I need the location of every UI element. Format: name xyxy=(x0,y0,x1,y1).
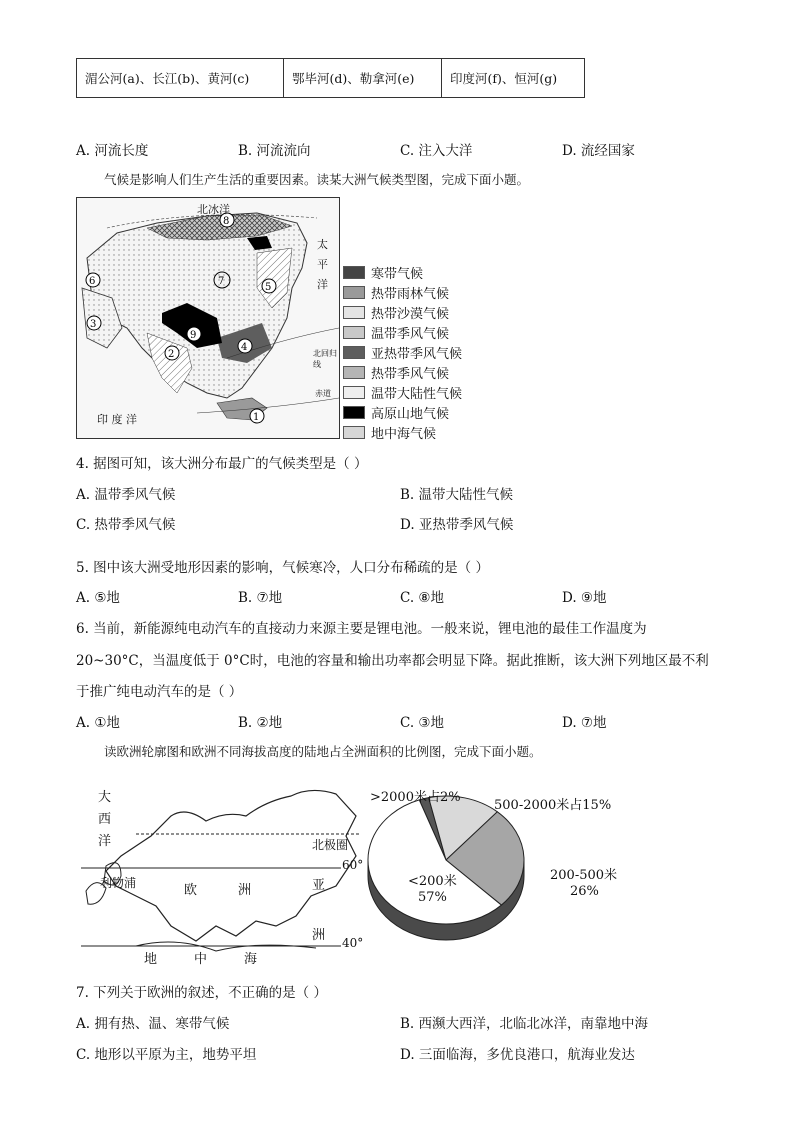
legend-item xyxy=(343,263,423,281)
q7-option-c: C. 地形以平原为主，地势平坦 xyxy=(76,1047,257,1063)
elevation-pie-chart xyxy=(366,780,636,970)
label-med-3: 海 xyxy=(244,952,258,967)
svg-text:2: 2 xyxy=(168,349,175,360)
legend-label: 地中海气候 xyxy=(371,426,437,442)
legend-swatch xyxy=(343,346,365,359)
intro-climate: 气候是影响人们生产生活的重要因素。读某大洲气候类型图，完成下面小题。 xyxy=(104,172,530,187)
q4-option-b: B. 温带大陆性气候 xyxy=(400,487,514,503)
table-cell-3: 印度河(f)、恒河(g) xyxy=(441,58,585,98)
label-atlantic-3: 洋 xyxy=(98,834,112,849)
q7-option-b: B. 西濒大西洋，北临北冰洋，南靠地中海 xyxy=(400,1016,649,1032)
label-atlantic-2: 西 xyxy=(98,812,112,827)
q3-option-b: B. 河流流向 xyxy=(238,143,311,159)
label-liverpool: 利物浦 xyxy=(100,876,137,890)
q3-option-c: C. 注入大洋 xyxy=(400,143,473,159)
q5-option-d: D. ⑨地 xyxy=(562,590,607,606)
legend-item xyxy=(343,423,436,441)
q6-option-a: A. ①地 xyxy=(76,715,120,731)
table-cell-1: 湄公河(a)、长江(b)、黄河(c) xyxy=(76,58,284,98)
label-pacific-2: 平 xyxy=(317,258,328,271)
legend-item xyxy=(343,283,449,301)
legend-swatch xyxy=(343,386,365,399)
svg-text:5: 5 xyxy=(265,282,272,293)
legend-item xyxy=(343,363,449,381)
legend-label: 热带沙漠气候 xyxy=(371,306,450,322)
legend-item xyxy=(343,383,462,401)
q5-option-b: B. ⑦地 xyxy=(238,590,283,606)
legend-swatch xyxy=(343,426,365,439)
legend-item xyxy=(343,343,462,361)
label-europe-1: 欧 xyxy=(184,883,198,898)
asia-climate-map xyxy=(76,197,340,439)
svg-text:3: 3 xyxy=(90,319,97,330)
svg-text:9: 9 xyxy=(190,330,197,341)
q7-option-a: A. 拥有热、温、寒带气候 xyxy=(76,1016,230,1032)
legend-swatch xyxy=(343,306,365,319)
europe-map xyxy=(76,776,376,971)
legend-swatch xyxy=(343,366,365,379)
table-cell-2: 鄂毕河(d)、勒拿河(e) xyxy=(283,58,442,98)
legend-label: 热带雨林气候 xyxy=(371,286,450,302)
legend-label: 高原山地气候 xyxy=(371,406,450,422)
label-pacific-3: 洋 xyxy=(317,278,328,291)
legend-swatch xyxy=(343,406,365,419)
pie-label-500-2000: 500-2000米占15% xyxy=(494,798,612,813)
q5-option-a: A. ⑤地 xyxy=(76,590,120,606)
q3-option-a: A. 河流长度 xyxy=(76,143,149,159)
pie-value-200-500: 26% xyxy=(570,884,599,899)
svg-text:6: 6 xyxy=(89,276,96,287)
q6-line2: 20~30°C，当温度低于 0°C时，电池的容量和输出功率都会明显下降。据此推断，该大洲下列地区最不利 xyxy=(76,653,709,669)
label-equator: 赤道 xyxy=(315,389,331,398)
asia-map-svg xyxy=(77,198,339,438)
pie-label-200-500: 200-500米 xyxy=(550,868,618,883)
pie-value-below-200: 57% xyxy=(418,890,447,905)
label-lat-40: 40° xyxy=(342,936,364,950)
q6-line1: 6. 当前，新能源纯电动汽车的直接动力来源主要是锂电池。一般来说，锂电池的最佳工作温度为 xyxy=(76,621,647,637)
q5-option-c: C. ⑧地 xyxy=(400,590,445,606)
q5-stem: 5. 图中该大洲受地形因素的影响，气候寒冷，人口分布稀疏的是（ ） xyxy=(76,560,489,576)
label-med-2: 中 xyxy=(194,952,208,967)
svg-text:8: 8 xyxy=(223,216,230,227)
q6-line3: 于推广纯电动汽车的是（ ） xyxy=(76,684,243,700)
legend-item xyxy=(343,403,449,421)
legend-label: 热带季风气候 xyxy=(371,366,450,382)
legend-label: 亚热带季风气候 xyxy=(371,346,463,362)
q6-option-c: C. ③地 xyxy=(400,715,445,731)
intro-europe: 读欧洲轮廓图和欧洲不同海拔高度的陆地占全洲面积的比例图，完成下面小题。 xyxy=(104,744,542,759)
pie-label-above-2000: >2000米占2% xyxy=(370,790,461,805)
label-med-1: 地 xyxy=(144,952,158,967)
legend-item xyxy=(343,303,449,321)
legend-item xyxy=(343,323,449,341)
q6-option-d: D. ⑦地 xyxy=(562,715,607,731)
label-arctic-circle: 北极圈 xyxy=(312,838,349,852)
q4-option-c: C. 热带季风气候 xyxy=(76,517,176,533)
legend-swatch xyxy=(343,266,365,279)
legend-swatch xyxy=(343,286,365,299)
legend-label: 寒带气候 xyxy=(371,266,424,282)
label-asia-1: 亚 xyxy=(312,878,326,893)
label-indian-ocean: 印 度 洋 xyxy=(97,413,137,426)
q7-option-d: D. 三面临海，多优良港口，航海业发达 xyxy=(400,1047,635,1063)
label-atlantic-1: 大 xyxy=(98,790,112,805)
europe-coastline xyxy=(106,790,356,941)
svg-text:4: 4 xyxy=(241,342,248,353)
legend-label: 温带季风气候 xyxy=(371,326,450,342)
q4-stem: 4. 据图可知，该大洲分布最广的气候类型是（ ） xyxy=(76,456,368,472)
label-asia-2: 洲 xyxy=(312,928,326,943)
label-lat-60: 60° xyxy=(342,858,364,872)
label-arctic-ocean: 北冰洋 xyxy=(197,203,230,216)
q3-option-d: D. 流经国家 xyxy=(562,143,635,159)
q6-option-b: B. ②地 xyxy=(238,715,283,731)
label-europe-2: 洲 xyxy=(238,883,252,898)
pie-label-below-200: <200米 xyxy=(408,874,457,889)
q4-option-d: D. 亚热带季风气候 xyxy=(400,517,514,533)
svg-text:1: 1 xyxy=(253,412,260,423)
q7-stem: 7. 下列关于欧洲的叙述，不正确的是（ ） xyxy=(76,985,327,1001)
label-tropic: 北回归线 xyxy=(313,349,337,369)
legend-swatch xyxy=(343,326,365,339)
label-pacific-1: 太 xyxy=(317,238,328,251)
svg-text:7: 7 xyxy=(218,276,225,287)
q4-option-a: A. 温带季风气候 xyxy=(76,487,176,503)
legend-label: 温带大陆性气候 xyxy=(371,386,463,402)
